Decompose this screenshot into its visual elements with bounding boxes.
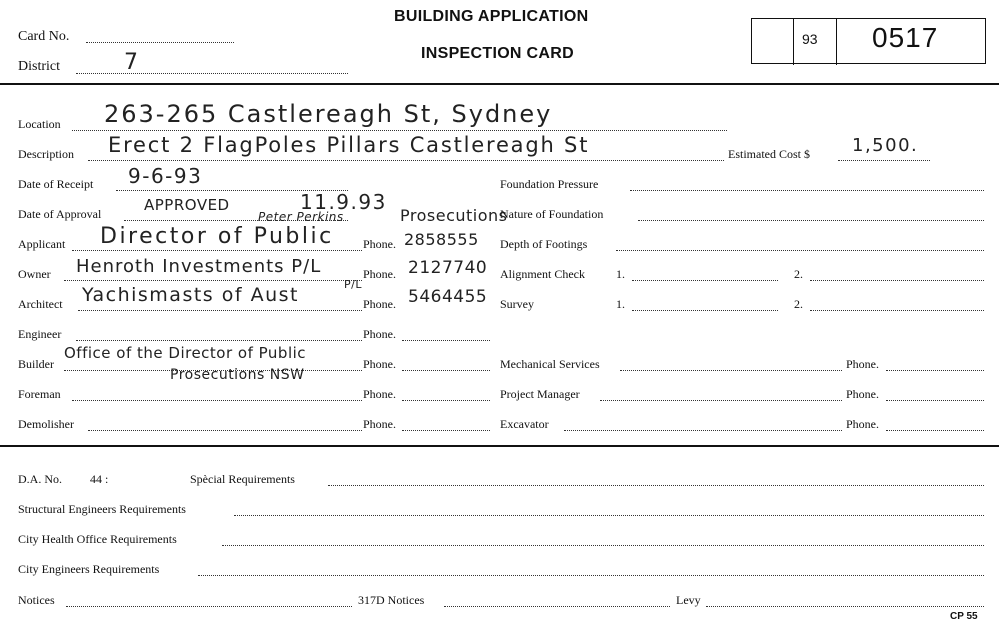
special-requirements-label: Spècial Requirements: [190, 472, 295, 486]
estimated-cost-value: 1,500.: [852, 135, 919, 156]
description-label: Description: [18, 147, 74, 161]
project-manager-label: Project Manager: [500, 387, 580, 401]
engineer-phone-label: Phone.: [363, 327, 396, 341]
survey-label: Survey: [500, 297, 534, 311]
survey-num1: 1.: [616, 297, 625, 311]
card-no-field: [86, 42, 234, 43]
foundation-pressure-field: [630, 190, 984, 191]
demolisher-field: [88, 430, 362, 431]
project-manager-phone-field: [886, 400, 984, 401]
owner-phone-value: 2127740: [408, 258, 488, 278]
survey-field-2: [810, 310, 984, 311]
reference-box: [751, 18, 986, 64]
builder-phone-field: [402, 370, 490, 371]
applicant-field: [72, 250, 362, 251]
owner-value: Henroth Investments P/L: [76, 256, 322, 277]
notices-label: Notices: [18, 593, 55, 607]
owner-label: Owner: [18, 267, 51, 281]
excavator-phone-label: Phone.: [846, 417, 879, 431]
district-label: District: [18, 59, 60, 74]
applicant-phone-label: Phone.: [363, 237, 396, 251]
foundation-pressure-label: Foundation Pressure: [500, 177, 599, 191]
architect-value: Yachismasts of Aust: [82, 284, 299, 306]
alignment-check-label: Alignment Check: [500, 267, 585, 281]
engineer-phone-field: [402, 340, 490, 341]
header-divider: [0, 83, 999, 85]
excavator-field: [564, 430, 842, 431]
location-field: [72, 130, 727, 131]
district-field: [76, 73, 348, 74]
levy-field: [706, 606, 984, 607]
depth-footings-label: Depth of Footings: [500, 237, 588, 251]
foreman-field: [72, 400, 362, 401]
box-number: 0517: [872, 22, 939, 53]
project-manager-phone-label: Phone.: [846, 387, 879, 401]
engineer-field: [76, 340, 362, 341]
foreman-phone-label: Phone.: [363, 387, 396, 401]
health-label: City Health Office Requirements: [18, 532, 177, 546]
foreman-label: Foreman: [18, 387, 61, 401]
card-title-line2: INSPECTION CARD: [421, 45, 574, 62]
builder-value-line2: Prosecutions NSW: [170, 367, 305, 383]
builder-label: Builder: [18, 357, 54, 371]
date-receipt-label: Date of Receipt: [18, 177, 94, 191]
notices-317d-field: [444, 606, 670, 607]
survey-num2: 2.: [794, 297, 803, 311]
approved-stamp: APPROVED: [144, 196, 230, 214]
mechanical-phone-label: Phone.: [846, 357, 879, 371]
date-approval-label: Date of Approval: [18, 207, 102, 221]
mechanical-phone-field: [886, 370, 984, 371]
owner-phone-label: Phone.: [363, 267, 396, 281]
demolisher-label: Demolisher: [18, 417, 74, 431]
engineer-label: Engineer: [18, 327, 62, 341]
depth-footings-field: [616, 250, 984, 251]
form-code: CP 55: [950, 611, 978, 622]
location-label: Location: [18, 117, 61, 131]
project-manager-field: [600, 400, 842, 401]
owner-field: [64, 280, 362, 281]
demolisher-phone-field: [402, 430, 490, 431]
card-no-label: Card No.: [18, 29, 70, 44]
survey-field-1: [632, 310, 778, 311]
da-no-label: D.A. No.: [18, 472, 62, 486]
mechanical-field: [620, 370, 842, 371]
alignment-num2: 2.: [794, 267, 803, 281]
applicant-value-line2: Prosecutions: [400, 206, 508, 225]
architect-phone-label: Phone.: [363, 297, 396, 311]
da-no-value: 44 :: [90, 472, 109, 486]
excavator-label: Excavator: [500, 417, 549, 431]
alignment-num1: 1.: [616, 267, 625, 281]
applicant-phone-value: 2858555: [404, 230, 479, 249]
estimated-cost-field: [838, 160, 930, 161]
builder-value: Office of the Director of Public: [64, 344, 307, 362]
excavator-phone-field: [886, 430, 984, 431]
description-field: [88, 160, 724, 161]
applicant-value: Director of Public: [100, 224, 334, 249]
notices-317d-label: 317D Notices: [358, 593, 425, 607]
architect-suffix: P/L: [344, 278, 362, 291]
estimated-cost-label: Estimated Cost $: [728, 147, 810, 161]
special-requirements-field: [328, 485, 984, 486]
applicant-label: Applicant: [18, 237, 66, 251]
alignment-field-2: [810, 280, 984, 281]
levy-label: Levy: [676, 593, 701, 607]
card-title-line1: BUILDING APPLICATION: [394, 8, 589, 25]
alignment-field-1: [632, 280, 778, 281]
city-engineers-field: [198, 575, 984, 576]
demolisher-phone-label: Phone.: [363, 417, 396, 431]
structural-label: Structural Engineers Requirements: [18, 502, 186, 516]
architect-field: [78, 310, 362, 311]
district-value: 7: [124, 50, 140, 75]
box-divider-1: [793, 18, 794, 65]
date-approval-value: 11.9.93: [300, 190, 387, 214]
nature-foundation-label: Nature of Foundation: [500, 207, 604, 221]
bottom-divider: [0, 445, 999, 447]
builder-phone-label: Phone.: [363, 357, 396, 371]
structural-field: [234, 515, 984, 516]
box-divider-2: [836, 18, 837, 65]
foreman-phone-field: [402, 400, 490, 401]
approval-signature: Peter Perkins: [258, 210, 344, 224]
city-engineers-label: City Engineers Requirements: [18, 562, 160, 576]
architect-phone-value: 5464455: [408, 287, 488, 307]
description-value: Erect 2 FlagPoles Pillars Castlereagh St: [108, 133, 590, 157]
architect-label: Architect: [18, 297, 63, 311]
mechanical-label: Mechanical Services: [500, 357, 600, 371]
box-year: 93: [802, 31, 818, 47]
notices-field: [66, 606, 352, 607]
health-field: [222, 545, 984, 546]
location-value: 263-265 Castlereagh St, Sydney: [104, 100, 553, 128]
date-receipt-value: 9-6-93: [128, 164, 203, 188]
nature-foundation-field: [638, 220, 984, 221]
